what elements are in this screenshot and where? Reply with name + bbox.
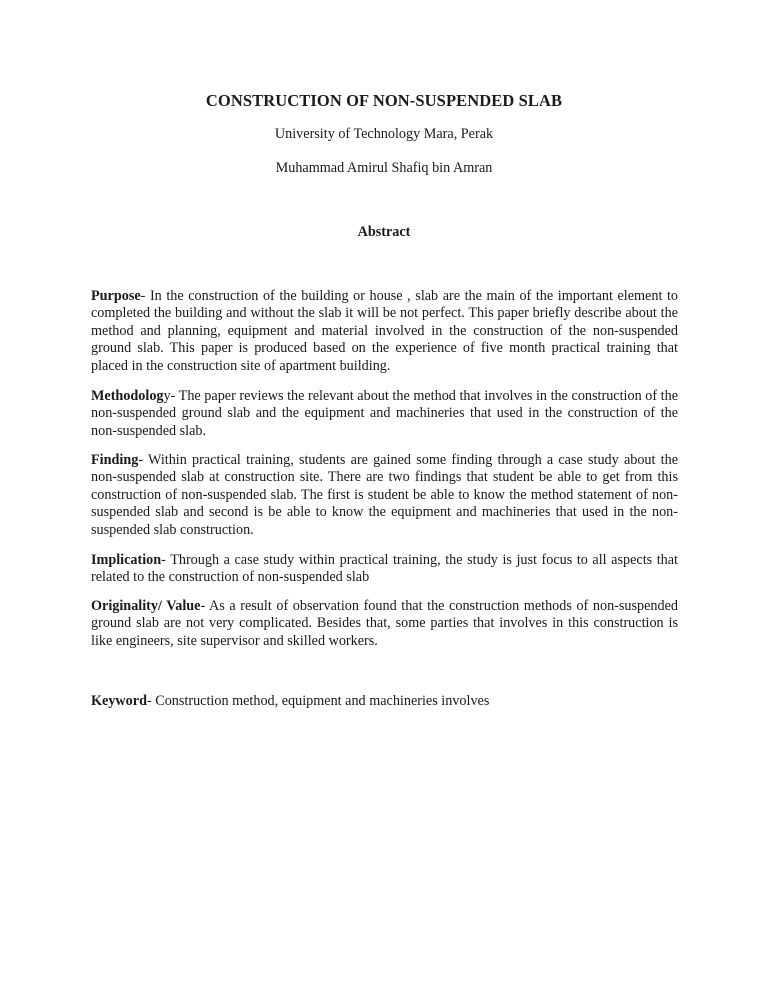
keyword-text: - Construction method, equipment and machineries involves — [146, 693, 490, 709]
purpose-label: Purpose — [91, 288, 141, 304]
finding-text: - Within practical training, students are gained some finding through a case study about the non-suspended slab at construction site. There are two findings that student be able to get from this construction of non-suspended slab. The first is student be able to know the method statement of non-suspended slab and second is be able to know the equipment and machineries that used in the non-suspended slab construction. — [91, 452, 678, 538]
finding-label: Finding — [91, 452, 139, 468]
finding-paragraph — [91, 452, 678, 539]
methodology-label: Methodolog — [91, 388, 164, 404]
originality-text: - As a result of observation found that the construction methods of non-suspended ground slab are not very complicated. Besides that, some parties that involves in this construction is like engineers, site supervisor and skilled workers. — [91, 598, 678, 649]
author-name: Muhammad Amirul Shafiq bin Amran — [275, 160, 493, 176]
purpose-text: - In the construction of the building or house , slab are the main of the important element to completed the building and without the slab it will be not perfect. This paper briefly describe about the method and planning, equipment and material involved in the construction of the non-suspended ground slab. This paper is produced based on the experience of five month practical training that placed in the construction site of apartment building. — [91, 288, 678, 374]
purpose-paragraph — [91, 288, 678, 375]
methodology-text: y- The paper reviews the relevant about the method that involves in the construction of the non-suspended ground slab and the equipment and machineries that used in the construction of the non-suspended slab. — [91, 388, 678, 439]
affiliation: University of Technology Mara, Perak — [274, 126, 494, 142]
originality-label: Originality/ Value — [91, 598, 201, 614]
implication-text: - Through a case study within practical training, the study is just focus to all aspects that related to the construction of non-suspended slab — [91, 552, 678, 586]
paper-title: CONSTRUCTION OF NON-SUSPENDED SLAB — [205, 91, 563, 110]
keyword-label: Keyword — [91, 693, 147, 709]
keyword-paragraph — [91, 693, 678, 710]
originality-paragraph — [91, 598, 678, 650]
methodology-paragraph — [91, 388, 678, 440]
implication-paragraph — [91, 552, 678, 587]
implication-label: Implication — [91, 552, 162, 568]
abstract-heading: Abstract — [357, 224, 411, 240]
